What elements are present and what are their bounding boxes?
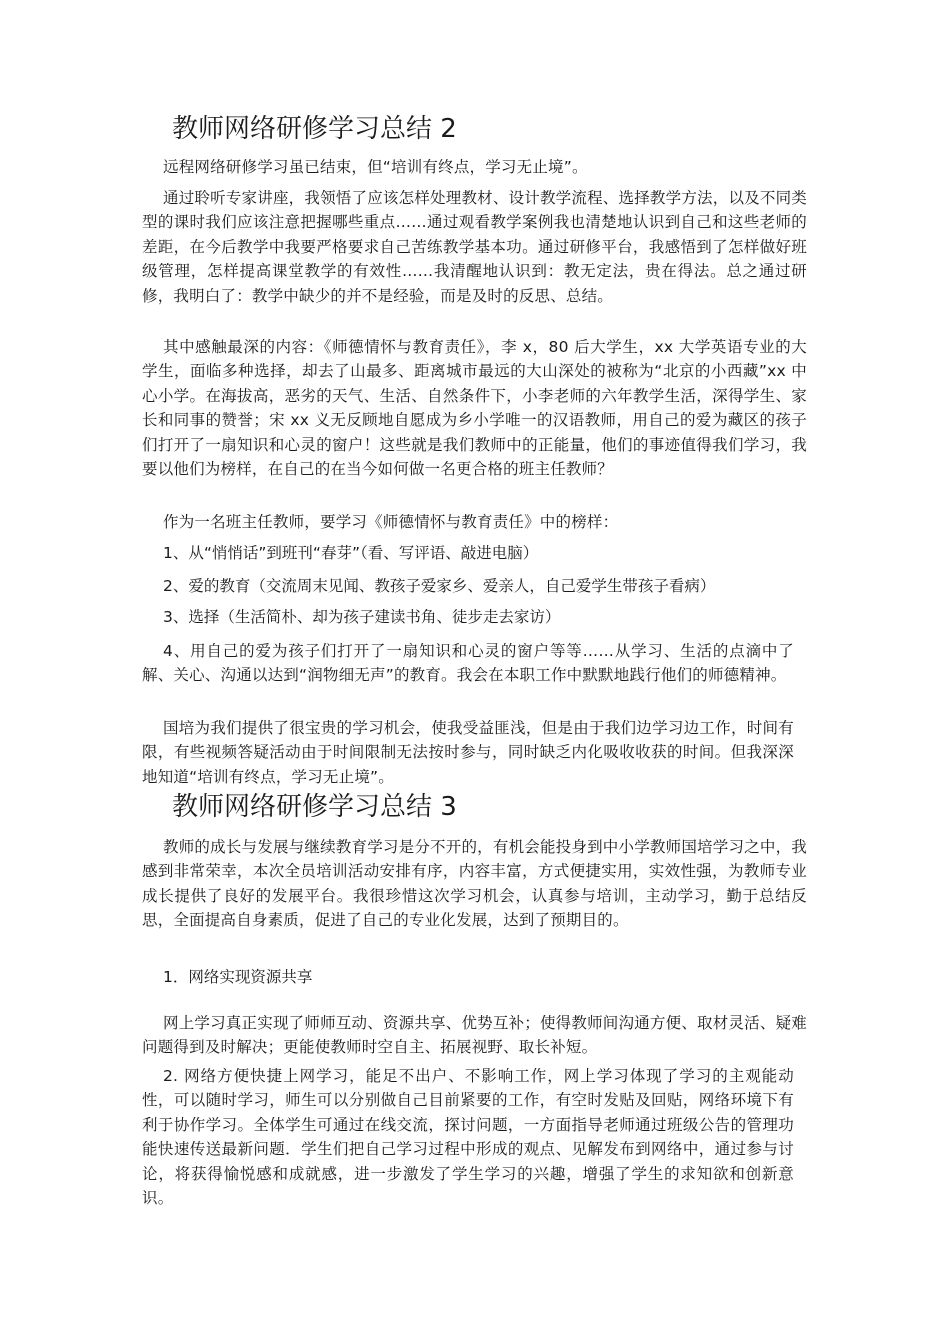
section-2-paragraph-6: 国培为我们提供了很宝贵的学习机会，使我受益匪浅，但是由于我们边学习边工作，时间有限，有些视频答疑活动由于时间限制无法按时参与，同时缺乏内化吸收收获的时间。但我深深地知道“培训有终点，学习无止境”。 xyxy=(142,719,794,786)
section-3-paragraph-1: 教师的成长与发展与继续教育学习是分不开的，有机会能投身到中小学教师国培学习之中，我感到非常荣幸，本次全员培训活动安排有序，内容丰富，方式便捷实用，实效性强，为教师专业成长提供了良好的发展平台。我很珍惜这次学习机会，认真参与培训，主动学习，勤于总结反思，全面提高自身素质，促进了自己的专业化发展，达到了预期目的。 xyxy=(142,838,807,930)
section-2-paragraph-5: 4、用自己的爱为孩子们打开了一扇知识和心灵的窗户等等……从学习、生活的点滴中了解、关心、沟通以达到“润物细无声”的教育。我会在本职工作中默默地践行他们的师德精神。 xyxy=(142,642,794,685)
section-2-paragraph-4: 作为一名班主任教师，要学习《师德情怀与教育责任》中的榜样： xyxy=(163,513,619,531)
section-2-paragraph-1: 远程网络研修学习虽已结束，但“培训有终点，学习无止境”。 xyxy=(163,158,588,176)
section-2-list-item-1: 1、从“悄悄话”到班刊“春芽”（看、写评语、敲进电脑） xyxy=(163,544,539,562)
section-3-list-item-1: 1．网络实现资源共享 xyxy=(163,968,313,986)
section-3-paragraph-3: 2. 网络方便快捷上网学习，能足不出户、不影响工作，网上学习体现了学习的主观能动性，可以随时学习，师生可以分别做自己目前紧要的工作，有空时发贴及回贴，网络环境下有利于协作学习。全体学生可通过在线交流，探讨问题，一方面指导老师通过班级公告的管理功能快速传送最新问题．学生们把自己学习过程中形成的观点、见解发布到网络中，通过参与讨论，将获得愉悦感和成就感，进一步激发了学生学习的兴趣，增强了学生的求知欲和创新意识。 xyxy=(142,1067,794,1208)
section-3-title: 教师网络研修学习总结 3 xyxy=(172,792,457,822)
section-2-list-item-3: 3、选择（生活简朴、却为孩子建读书角、徒步走去家访） xyxy=(163,608,561,626)
section-2-paragraph-2: 通过聆听专家讲座，我领悟了应该怎样处理教材、设计教学流程、选择教学方法，以及不同类型的课时我们应该注意把握哪些重点……通过观看教学案例我也清楚地认识到自己和这些老师的差距，在今后教学中我要严格要求自己苦练教学基本功。通过研修平台，我感悟到了怎样做好班级管理，怎样提高课堂教学的有效性……我清醒地认识到：教无定法，贵在得法。总之通过研修，我明白了：教学中缺少的并不是经验，而是及时的反思、总结。 xyxy=(142,189,807,305)
section-2-title: 教师网络研修学习总结 2 xyxy=(172,114,457,144)
section-2-paragraph-3: 其中感触最深的内容：《师德情怀与教育责任》，李 x，80 后大学生，xx 大学英语专业的大学生，面临多种选择，却去了山最多、距离城市最远的大山深处的被称为“北京的小西藏”xx 中心小学。在海拔高，恶劣的天气、生活、自然条件下，小李老师的六年教学生活，深得学生、家长和同事的赞誉；宋 xx 义无反顾地自愿成为乡小学唯一的汉语教师，用自己的爱为藏区的孩子们打开了一扇知识和心灵的窗户！这些就是我们教师中的正能量，他们的事迹值得我们学习，我要以他们为榜样，在自己的在当今如何做一名更合格的班主任教师？ xyxy=(142,338,807,479)
section-2-list-item-2: 2、爱的教育（交流周末见闻、教孩子爱家乡、爱亲人，自己爱学生带孩子看病） xyxy=(163,577,716,595)
section-3-paragraph-2: 网上学习真正实现了师师互动、资源共享、优势互补；使得教师间沟通方便、取材灵活、疑难问题得到及时解决；更能使教师时空自主、拓展视野、取长补短。 xyxy=(142,1014,807,1057)
